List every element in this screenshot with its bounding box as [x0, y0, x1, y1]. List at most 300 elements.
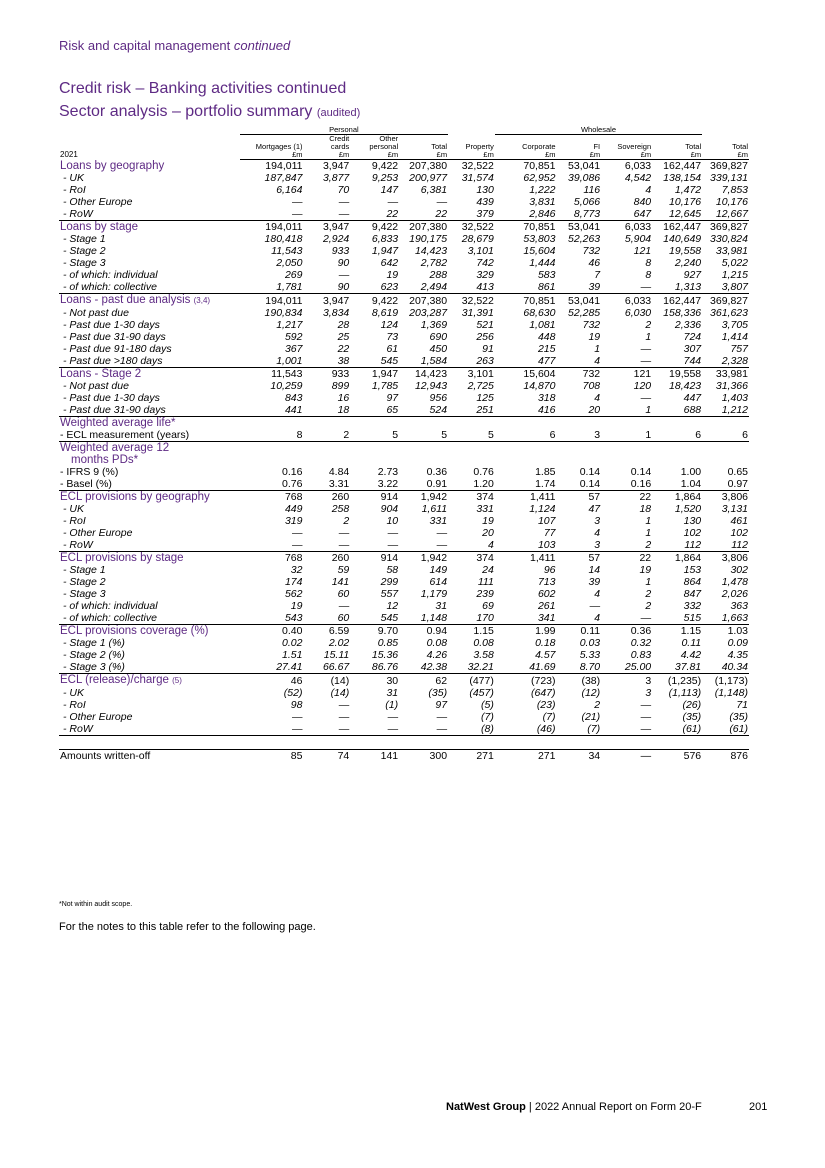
cell-value: 1,611 [421, 503, 448, 515]
cell-value: 5 [448, 429, 495, 442]
cell-value: 4.26 [426, 649, 448, 661]
cell-value: 10,176 [669, 196, 702, 208]
cell-value: 0.11 [580, 625, 601, 637]
cell-value: 1 [645, 331, 652, 343]
cell-value: — [589, 600, 601, 612]
cell-value: 260 [331, 491, 350, 503]
cell-value: 39,086 [568, 172, 601, 184]
cell-value: 1.85 [535, 466, 556, 478]
cell-value: 12,667 [702, 208, 749, 221]
cell-value: — [338, 711, 350, 723]
cell-value: 6,033 [624, 160, 652, 172]
cell-value: 583 [537, 269, 556, 281]
cell-value: 1,124 [529, 503, 556, 515]
cell-value: 744 [652, 355, 702, 368]
cell-value: 207,380 [409, 221, 448, 233]
table-row [59, 466, 749, 478]
cell-value: 90 [303, 281, 350, 294]
cell-value: 843 [284, 392, 303, 404]
cell-value: 12,943 [414, 380, 448, 392]
row-label: - of which: collective [59, 612, 240, 625]
cell-value: 203,287 [409, 307, 448, 319]
cell-value: (477) [469, 674, 494, 687]
cell-value: 256 [476, 331, 494, 343]
cell-value: 3 [594, 515, 601, 527]
table-row [59, 331, 749, 343]
row-label: - Stage 3 [63, 257, 106, 269]
cell-value: 768 [284, 491, 303, 503]
cell-value: 194,011 [265, 160, 303, 172]
cell-value [448, 736, 495, 750]
cell-value: 614 [429, 576, 448, 588]
cell-value: 0.76 [473, 466, 494, 478]
cell-value: 1,520 [674, 503, 702, 515]
cell-value [240, 442, 304, 455]
cell-value: 1,222 [529, 184, 556, 196]
cell-value: — [387, 527, 399, 539]
cell-value: 9.70 [377, 625, 399, 637]
cell-value: — [240, 539, 304, 552]
cell-value: 53,041 [568, 160, 601, 172]
cell-value: 3,831 [529, 196, 556, 208]
cell-value [495, 417, 557, 430]
cell-value: 12,645 [652, 208, 702, 221]
cell-value: 1 [594, 343, 601, 355]
cell-value [652, 454, 702, 466]
cell-value: 3,877 [322, 172, 350, 184]
cell-value: 363 [730, 600, 748, 612]
column-header: £m [495, 151, 557, 160]
cell-value: — [291, 711, 303, 723]
cell-value: 263 [448, 355, 495, 368]
cell-value: 1,444 [529, 257, 556, 269]
cell-value: — [640, 711, 652, 723]
cell-value: 140,649 [663, 233, 702, 245]
table-row [59, 527, 749, 539]
cell-value: (61) [702, 723, 749, 736]
cell-value: 367 [284, 343, 303, 355]
cell-value: 2 [645, 600, 652, 612]
cell-value: 0.18 [535, 637, 556, 649]
cell-value: 149 [429, 564, 448, 576]
cell-value: 0.14 [579, 466, 601, 478]
cell-value: 6,033 [624, 221, 652, 233]
cell-value: — [640, 699, 652, 711]
cell-value: 914 [380, 552, 399, 564]
cell-value: 31,574 [461, 172, 494, 184]
cell-value: 545 [350, 612, 399, 625]
row-label: - Stage 2 [63, 576, 106, 588]
column-header: £m [240, 151, 304, 160]
cell-value: 97 [435, 699, 448, 711]
cell-value: — [601, 355, 652, 368]
cell-value: 60 [337, 588, 350, 600]
row-label: - Stage 1 (%) [63, 637, 125, 649]
cell-value: 956 [429, 392, 448, 404]
cell-value: 331 [429, 515, 448, 527]
column-header: £m [350, 151, 399, 160]
cell-value: 3,101 [467, 245, 494, 257]
cell-value [350, 736, 399, 750]
row-label: - Stage 2 (%) [63, 649, 125, 661]
cell-value: 34 [557, 750, 602, 763]
column-header [495, 135, 557, 144]
cell-value [557, 454, 602, 466]
table-row [59, 269, 749, 281]
cell-value: 524 [399, 404, 448, 417]
cell-value: 46 [290, 674, 303, 687]
cell-value: 441 [240, 404, 304, 417]
cell-value: — [338, 600, 350, 612]
cell-value: 339,131 [710, 172, 748, 184]
section-header: Risk and capital management continued [59, 38, 291, 53]
row-label: - Past due >180 days [59, 355, 240, 368]
cell-value: 1,472 [674, 184, 702, 196]
cell-value [303, 454, 350, 466]
cell-value: 32 [290, 564, 303, 576]
row-label: - Not past due [63, 380, 129, 392]
row-label: ECL provisions coverage (%) [60, 625, 209, 637]
cell-value: 33,981 [715, 368, 748, 380]
cell-value: 6,381 [420, 184, 448, 196]
cell-value: 447 [683, 392, 702, 404]
cell-value: 318 [537, 392, 556, 404]
cell-value [303, 736, 350, 750]
cell-value: 130 [683, 515, 702, 527]
cell-value: 141 [331, 576, 350, 588]
cell-value: 130 [476, 184, 494, 196]
cell-value: (61) [652, 723, 702, 736]
table-note: For the notes to this table refer to the following page. [59, 921, 316, 933]
cell-value: 125 [476, 392, 494, 404]
table-row [59, 723, 749, 736]
row-label: Loans by stage [60, 221, 139, 233]
cell-value [399, 736, 448, 750]
cell-value: (723) [530, 674, 556, 687]
cell-value: 2,026 [721, 588, 748, 600]
row-label: - Other Europe [63, 527, 133, 539]
cell-value: 6 [652, 429, 702, 442]
cell-value [601, 417, 652, 430]
cell-value: 121 [633, 245, 652, 257]
cell-value: 1.04 [652, 478, 702, 491]
cell-value: 4.84 [328, 466, 350, 478]
row-label: - Stage 3 [63, 588, 106, 600]
cell-value: 60 [303, 612, 350, 625]
cell-value: 369,827 [710, 221, 748, 233]
cell-value: 6,833 [371, 233, 399, 245]
cell-value: 914 [380, 491, 399, 503]
cell-value: 3,806 [721, 552, 748, 564]
cell-value: 52,285 [568, 307, 601, 319]
cell-value: 0.16 [282, 466, 303, 478]
row-label: Weighted average 12 [60, 442, 170, 454]
cell-value: 0.08 [473, 637, 494, 649]
cell-value: 22 [350, 208, 399, 221]
cell-value: 42.38 [399, 661, 448, 674]
cell-value: 20 [482, 527, 494, 539]
cell-value: 0.32 [630, 637, 652, 649]
cell-value: 15.36 [371, 649, 399, 661]
row-label: - Stage 2 [63, 245, 106, 257]
cell-value: (38) [581, 674, 601, 687]
cell-value: 332 [683, 600, 702, 612]
cell-value: 0.83 [630, 649, 652, 661]
cell-value: 9,422 [371, 294, 399, 307]
cell-value: 9,253 [371, 172, 399, 184]
column-header: £m [448, 151, 495, 160]
cell-value: 2,846 [495, 208, 557, 221]
cell-value: 369,827 [710, 160, 748, 172]
table-row [59, 552, 749, 565]
cell-value: 0.76 [240, 478, 304, 491]
cell-value: 14,423 [414, 368, 448, 380]
cell-value: 688 [652, 404, 702, 417]
table-row [59, 417, 749, 430]
page-footer: NatWest Group | 2022 Annual Report on Form 20-F [446, 1101, 702, 1113]
table-title: Sector analysis – portfolio summary (audited) [59, 103, 361, 120]
cell-value: 2,725 [467, 380, 494, 392]
cell-value: — [240, 723, 304, 736]
cell-value: 0.14 [630, 466, 652, 478]
table-row [59, 294, 749, 308]
cell-value: 4.57 [535, 649, 556, 661]
cell-value: 258 [331, 503, 350, 515]
row-label: months PDs* [71, 454, 139, 466]
table-row [59, 404, 749, 417]
cell-value: 708 [582, 380, 601, 392]
cell-value: 5 [399, 429, 448, 442]
cell-value [495, 442, 557, 455]
row-label: - of which: individual [63, 600, 158, 612]
cell-value [303, 442, 350, 455]
cell-value: 180,418 [264, 233, 303, 245]
cell-value: 107 [537, 515, 556, 527]
cell-value: 2,240 [674, 257, 702, 269]
cell-value: 6,030 [624, 307, 652, 319]
cell-value: (21) [581, 711, 601, 723]
cell-value [557, 736, 602, 750]
cell-value: 1 [645, 527, 652, 539]
cell-value: 448 [537, 331, 556, 343]
cell-value: 3,131 [721, 503, 748, 515]
cell-value: 562 [284, 588, 303, 600]
cell-value: 2 [645, 588, 652, 600]
cell-value: 0.16 [601, 478, 652, 491]
cell-value: — [436, 527, 448, 539]
group-personal: Personal [240, 126, 448, 135]
cell-value: (7) [481, 711, 494, 723]
cell-value: 0.94 [426, 625, 448, 637]
cell-value: 379 [448, 208, 495, 221]
cell-value: 162,447 [663, 221, 702, 233]
table-row [59, 637, 749, 649]
cell-value: 768 [284, 552, 303, 564]
cell-value: 239 [476, 588, 494, 600]
cell-value: (1) [385, 699, 399, 711]
cell-value [495, 454, 557, 466]
cell-value: 1,663 [702, 612, 749, 625]
cell-value: 19 [588, 331, 601, 343]
cell-value: 31,366 [715, 380, 748, 392]
table-row [59, 491, 749, 504]
cell-value: 329 [476, 269, 494, 281]
cell-value: 269 [284, 269, 303, 281]
cell-value: 18 [303, 404, 350, 417]
cell-value: 120 [633, 380, 652, 392]
column-header: £m [652, 151, 702, 160]
cell-value: 0.11 [681, 637, 702, 649]
table-row [59, 208, 749, 221]
group-wholesale: Wholesale [495, 126, 702, 135]
cell-value: 690 [429, 331, 448, 343]
cell-value: 543 [240, 612, 304, 625]
cell-value: 0.36 [426, 466, 448, 478]
row-label: ECL provisions by geography [60, 491, 210, 503]
table-row [59, 343, 749, 355]
table-row [59, 515, 749, 527]
cell-value: 33,981 [715, 245, 748, 257]
cell-value: 1,942 [420, 552, 448, 564]
row-label: - UK [63, 503, 84, 515]
cell-value: 22 [399, 208, 448, 221]
cell-value: 90 [337, 257, 350, 269]
table-row [59, 172, 749, 184]
cell-value: 2.02 [328, 637, 350, 649]
cell-value: 70,851 [523, 294, 556, 307]
cell-value [399, 417, 448, 430]
cell-value: 0.97 [702, 478, 749, 491]
cell-value: 77 [543, 527, 556, 539]
cell-value: — [601, 723, 652, 736]
cell-value: 732 [582, 245, 601, 257]
cell-value: — [338, 196, 350, 208]
cell-value: 66.67 [303, 661, 350, 674]
cell-value: (1,173) [714, 674, 748, 687]
cell-value: 2 [601, 539, 652, 552]
row-label: - Past due 1-30 days [63, 392, 160, 404]
table-row [59, 674, 749, 688]
cell-value: 4,542 [624, 172, 652, 184]
row-label: - Stage 3 (%) [59, 661, 240, 674]
cell-value: 742 [476, 257, 494, 269]
cell-value: 647 [601, 208, 652, 221]
cell-value: 6.59 [328, 625, 350, 637]
cell-value [350, 417, 399, 430]
cell-value: 271 [495, 750, 557, 763]
cell-value: — [601, 612, 652, 625]
cell-value: 162,447 [663, 294, 702, 307]
cell-value: 1.74 [495, 478, 557, 491]
cell-value: 757 [730, 343, 748, 355]
row-label: - UK [63, 172, 84, 184]
row-label: - of which: collective [59, 281, 240, 294]
cell-value: — [303, 208, 350, 221]
cell-value: 112 [702, 539, 749, 552]
cell-value: 73 [386, 331, 399, 343]
cell-value: 22 [639, 552, 652, 564]
row-label: - IFRS 9 (%) [60, 466, 119, 478]
cell-value: 302 [730, 564, 748, 576]
cell-value: 927 [683, 269, 702, 281]
cell-value: 331 [476, 503, 494, 515]
cell-value: 1,947 [371, 245, 399, 257]
cell-value: 190,175 [409, 233, 448, 245]
cell-value: 62 [435, 674, 448, 687]
cell-value: 68,630 [523, 307, 556, 319]
cell-value: 57 [588, 491, 601, 503]
cell-value: 194,011 [265, 221, 303, 233]
cell-value: 3 [645, 674, 652, 687]
row-label: - Stage 1 [63, 564, 106, 576]
cell-value: 14 [588, 564, 601, 576]
table-row [59, 196, 749, 208]
row-label: - RoW [59, 723, 240, 736]
cell-value: 18,423 [669, 380, 702, 392]
cell-value: 97 [386, 392, 399, 404]
cell-value: 2 [645, 319, 652, 331]
cell-value: 933 [331, 368, 350, 380]
cell-value: 0.03 [579, 637, 601, 649]
cell-value: 32,522 [461, 160, 494, 172]
column-header [399, 135, 448, 144]
cell-value: 0.14 [557, 478, 602, 491]
cell-value: — [350, 539, 399, 552]
cell-value: 138,154 [663, 172, 702, 184]
cell-value: 65 [350, 404, 399, 417]
row-label: Amounts written-off [59, 750, 240, 763]
column-header: £m [557, 151, 602, 160]
row-label: - RoI [63, 699, 86, 711]
table-row [59, 478, 749, 491]
row-label: - Past due 1-30 days [63, 319, 160, 331]
cell-value: 194,011 [265, 294, 303, 307]
cell-value: — [436, 196, 448, 208]
cell-value: 861 [495, 281, 557, 294]
cell-value: 31,391 [461, 307, 494, 319]
column-header: Mortgages (1) [255, 143, 303, 151]
cell-value [601, 454, 652, 466]
cell-value: 2,782 [420, 257, 448, 269]
cell-value: 103 [495, 539, 557, 552]
cell-value: 37.81 [652, 661, 702, 674]
cell-value: 3,947 [322, 160, 350, 172]
cell-value: 439 [476, 196, 494, 208]
cell-value [702, 417, 749, 430]
cell-value: — [350, 723, 399, 736]
cell-value: 0.85 [377, 637, 399, 649]
cell-value: 261 [537, 600, 556, 612]
cell-value: 1,584 [399, 355, 448, 368]
row-label: - Past due 31-90 days [63, 331, 166, 343]
cell-value [448, 454, 495, 466]
row-label: Loans - Stage 2 [60, 368, 142, 380]
cell-value: 0.02 [282, 637, 303, 649]
table-row [59, 429, 749, 442]
cell-value: 2 [343, 515, 350, 527]
cell-value: 2.73 [377, 466, 399, 478]
cell-value: 1 [645, 515, 652, 527]
cell-value: (647) [530, 687, 556, 699]
cell-value: 141 [350, 750, 399, 763]
cell-value: 70,851 [523, 160, 556, 172]
table-row [59, 588, 749, 600]
cell-value [240, 417, 304, 430]
column-header: £m [601, 151, 652, 160]
table-row [59, 233, 749, 245]
cell-value: 69 [482, 600, 494, 612]
cell-value: 4 [557, 355, 602, 368]
